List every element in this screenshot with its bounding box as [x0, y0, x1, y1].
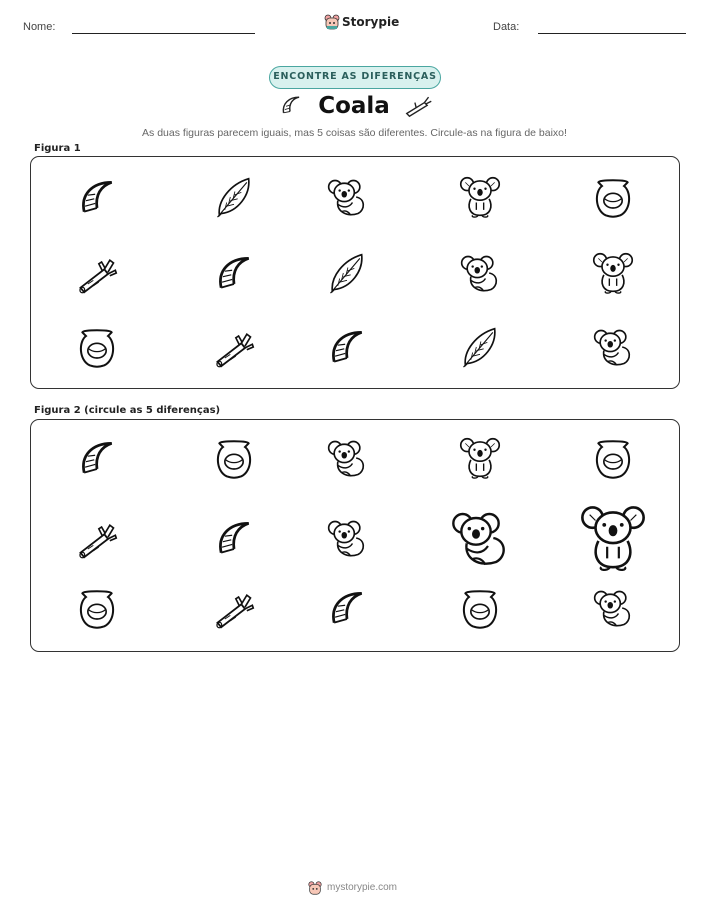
branch-icon[interactable]: [75, 516, 119, 560]
name-field[interactable]: [72, 33, 255, 34]
pouch-icon[interactable]: [458, 586, 502, 630]
koala-sit-icon[interactable]: [458, 436, 502, 480]
branch-icon: [75, 251, 119, 295]
pouch-icon: [591, 175, 635, 219]
koala-sit-icon[interactable]: [578, 503, 648, 573]
claw-icon: [325, 325, 369, 369]
koala-hug-icon: [458, 251, 502, 295]
koala-hug-icon: [591, 325, 635, 369]
koala-sit-icon: [591, 251, 635, 295]
branch-icon: [212, 325, 256, 369]
name-label: Nome:: [23, 21, 56, 33]
pouch-icon: [75, 325, 119, 369]
date-field[interactable]: [538, 33, 686, 34]
koala-hug-icon: [325, 175, 369, 219]
claw-icon: [75, 175, 119, 219]
koala-hug-icon[interactable]: [325, 516, 369, 560]
brand-name: Storypie: [342, 15, 400, 29]
branch-icon: [404, 94, 434, 118]
leaf-icon: [212, 175, 256, 219]
leaf-icon: [325, 251, 369, 295]
pouch-icon[interactable]: [212, 436, 256, 480]
footer-url[interactable]: mystorypie.com: [327, 882, 398, 893]
pouch-icon[interactable]: [75, 586, 119, 630]
page-title: Coala: [318, 93, 390, 119]
pouch-icon[interactable]: [591, 436, 635, 480]
storypie-logo-icon: [323, 13, 341, 31]
figure1-label: Figura 1: [34, 143, 81, 154]
instructions: As duas figuras parecem iguais, mas 5 coisas são diferentes. Circule-as na figura de baixo!: [142, 127, 567, 139]
claw-icon[interactable]: [75, 436, 119, 480]
date-label: Data:: [493, 21, 520, 33]
leaf-icon: [458, 325, 502, 369]
koala-hug-icon[interactable]: [448, 506, 512, 570]
koala-sit-icon: [458, 175, 502, 219]
koala-hug-icon[interactable]: [591, 586, 635, 630]
claw-icon[interactable]: [212, 516, 256, 560]
koala-hug-icon[interactable]: [325, 436, 369, 480]
claw-icon[interactable]: [325, 586, 369, 630]
storypie-logo-icon: [307, 880, 323, 896]
claw-icon: [212, 251, 256, 295]
figure2-label: Figura 2 (circule as 5 diferenças): [34, 405, 221, 416]
activity-badge: ENCONTRE AS DIFERENÇAS: [269, 66, 441, 89]
branch-icon[interactable]: [212, 586, 256, 630]
claw-icon: [276, 92, 304, 118]
